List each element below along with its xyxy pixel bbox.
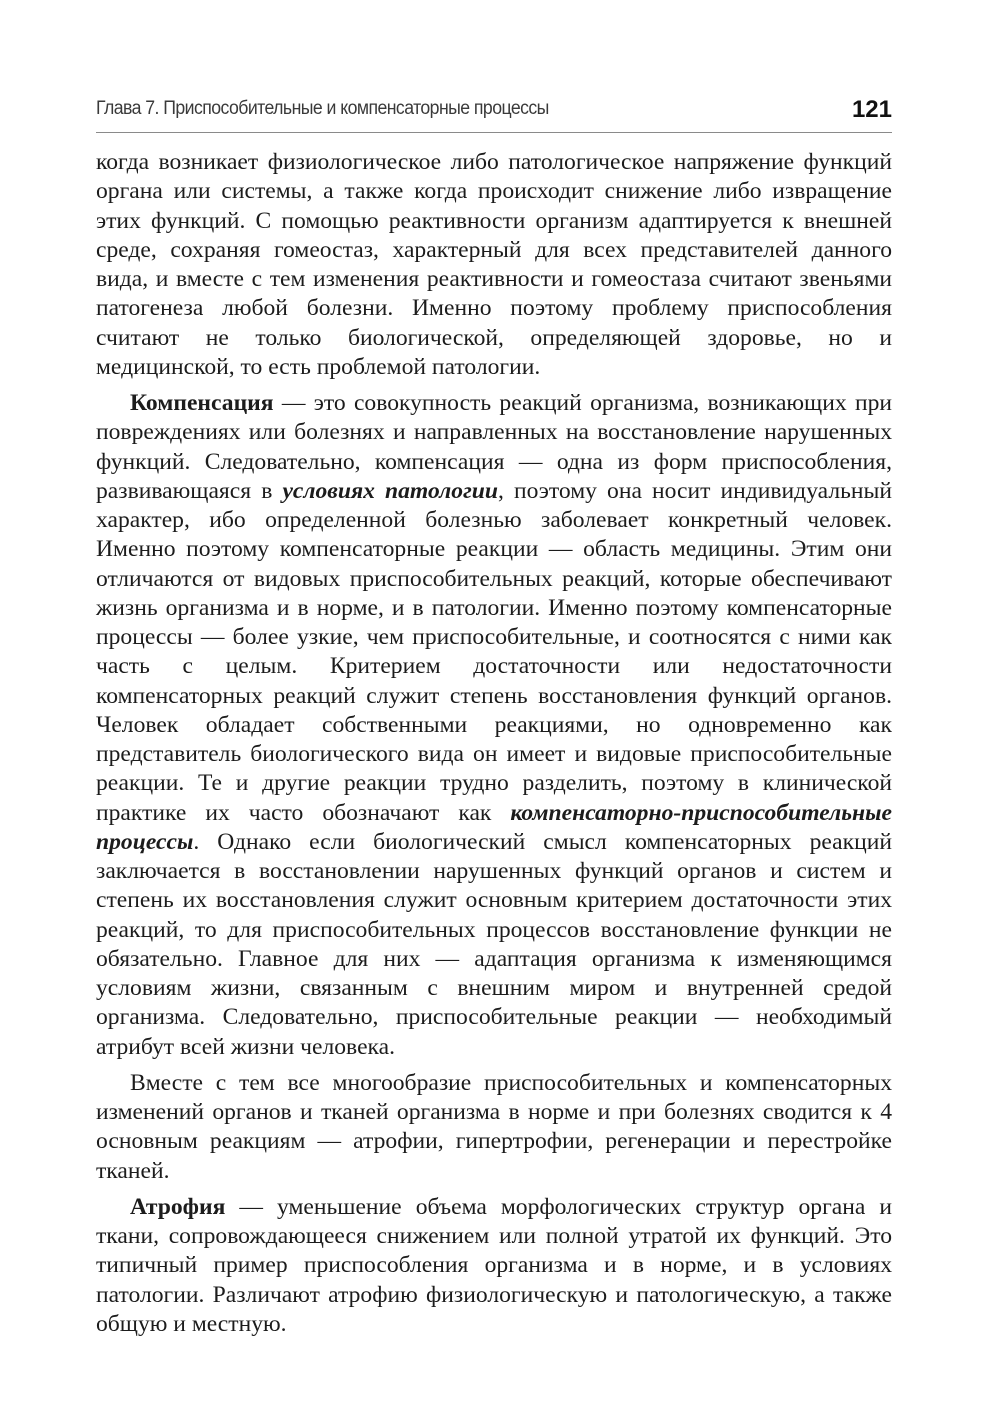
paragraph-atrophy [96, 1193, 892, 1339]
paragraph-4-text: — уменьшение объема морфологических структур органа и ткани, сопровождающееся снижением или полной утратой их функций. Это типичный пример приспособления организма и в норме, и в условиях патологии. Различают атрофию физиологическую и патологическую, а также общую и местную. [96, 1193, 892, 1337]
paragraph-1-text: когда возникает физиологическое либо патологическое напряжение функций органа или системы, а также когда происходит снижение либо извращение этих функций. С помощью реактивности организм адаптируется к внешней среде, сохраняя гомеостаз, характерный для всех представителей данного вида, и вместе с тем изменения реактивности и гомеостаза считают звеньями патогенеза любой болезни. Именно поэтому проблему приспособления считают не только биологической, определяющей здоровье, но и медицинской, то есть проблемой патологии. [96, 149, 892, 380]
paragraph-3 [96, 1069, 892, 1186]
term-compensation: Компенсация [130, 390, 274, 416]
term-atrophy: Атрофия [130, 1193, 226, 1220]
chapter-title: Глава 7. Приспособительные и компенсаторные процессы [96, 98, 549, 119]
emphasis-pathology-conditions: условиях патологии [282, 477, 499, 504]
paragraph-3-text: Вместе с тем все многообразие приспособительных и компенсаторных изменений органов и тканей организма в норме и при болезнях сводится к 4 основным реакциям — атрофии, гипертрофии, регенерации и перестройке тканей. [96, 1069, 892, 1184]
paragraph-1 [96, 148, 892, 382]
paragraph-2-text-a: — это совокупность реакций организма, возникающих при повреждениях или болезнях и направленных на восстановление нарушенных функций. Следовательно, компенсация — одна из форм приспособления, развивающаяся в [96, 390, 892, 504]
page-number: 121 [851, 96, 892, 123]
paragraph-2-text-c: . Однако если биологический смысл компенсаторных реакций заключается в восстановлении нарушенных функций органов и систем и степень их восстановления служит основным критерием достаточности этих реакций, то для приспособительных процессов восстановление функции не обязательно. Главное для них — адаптация организма к изменяющимся условиям жизни, связанным с внешним миром и внутренней средой организма. Следовательно, приспособительные реакции — необходимый атрибут всей жизни человека. [96, 828, 892, 1060]
page-body [96, 148, 892, 1346]
running-header [96, 96, 892, 133]
paragraph-compensation [96, 389, 892, 1062]
paragraph-2-text-b: , поэтому она носит индивидуальный характер, ибо определенной болезнью заболевает конкретный человек. Именно поэтому компенсаторные реакции — область медицины. Этим они отличаются от видовых приспособительных реакций, которые обеспечивают жизнь организма и в норме, и в патологии. Именно поэтому компенсаторные процессы — более узкие, чем приспособительные, и соотносятся с ними как часть с целым. Критерием достаточности или недостаточности компенсаторных реакций служит степень восстановления функций органов. Человек обладает собственными реакциями, но одновременно как представитель биологического вида он имеет и видовые приспособительные реакции. Те и другие реакции трудно разделить, поэтому в клинической практике их часто обозначают как [96, 477, 892, 826]
emphasis-compensatory-adaptive-processes: компенсаторно-приспособительные процессы [96, 799, 892, 855]
